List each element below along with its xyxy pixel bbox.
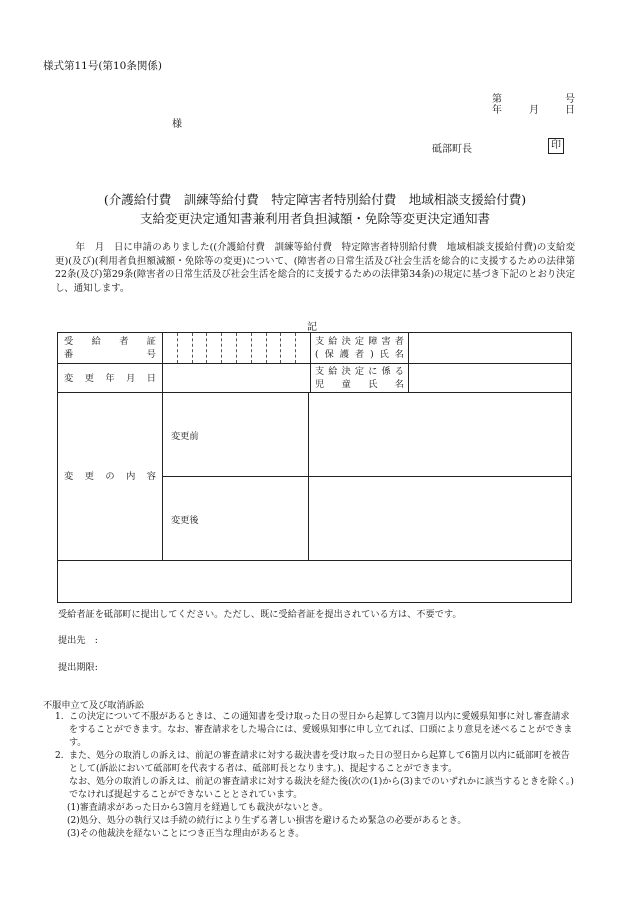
- appeal-item-2-text: また、処分の取消しの訴えは、前記の審査請求に対する裁決書を受け取った日の翌日から起算して6箇月以内に砥部町を被告として(訴訟において砥部町を代表する者は、砥部町長となります。)、提起することができます。: [69, 751, 570, 774]
- deadline-label: 提出期限:: [58, 662, 98, 673]
- recipient-name-label-cell: [311, 333, 409, 364]
- child-name-label-a: 支給決定に係る: [315, 366, 404, 377]
- document-number-label: 第: [492, 94, 502, 105]
- recipient-honorific: 様: [172, 119, 182, 130]
- change-after-field[interactable]: [309, 477, 572, 561]
- child-name-label-b: 児 童 氏 名: [315, 379, 404, 390]
- appeal-item-2-note: なお、処分の取消しの訴えは、前記の審査請求に対する裁決を経た後(次の(1)から(3)までのいずれかに該当するときを除く。)でなければ提起することができないこととされています。: [69, 777, 574, 800]
- change-date-field[interactable]: [163, 364, 311, 393]
- child-name-field[interactable]: [409, 364, 572, 393]
- appeal-sub-item-2: (2)処分、処分の執行又は手続の続行により生ずる著しい損害を避けるため緊急の必要があるとき。: [67, 816, 467, 826]
- remarks-field[interactable]: [58, 561, 572, 603]
- date-year-label: 年: [492, 105, 502, 116]
- appeal-sub-item-1: (1)審査請求があった日から3箇月を経過しても裁決がないとき。: [67, 803, 329, 813]
- child-name-label-cell: [311, 364, 409, 393]
- cert-number-label-a: 受 給 者 証: [64, 336, 156, 347]
- date-day-label: 日: [565, 105, 575, 116]
- issuer-title: 砥部町長: [432, 144, 472, 155]
- recipient-name-field[interactable]: [409, 333, 572, 364]
- submit-to-label: 提出先 :: [58, 635, 98, 646]
- change-date-label: 変 更 年 月 日: [58, 364, 163, 393]
- cert-number-digit-boxes[interactable]: [163, 333, 311, 364]
- document-number-suffix: 号: [565, 94, 575, 105]
- appeal-item-1-text: この決定について不服があるときは、この通知書を受け取った日の翌日から起算して3箇月以内に愛媛県知事に対し審査請求をすることができます。なお、審査請求をした場合には、愛媛県知事に申し立てれば、口頭により意見を述べることができます。: [69, 712, 573, 748]
- change-after-label: 変更後: [163, 477, 309, 561]
- cert-number-label-cell: [58, 333, 163, 364]
- seal-stamp-box: 印: [548, 138, 564, 154]
- recipient-name-label-a: 支給決定障害者: [315, 336, 404, 347]
- change-before-field[interactable]: [309, 393, 572, 477]
- appeal-item-2: [55, 750, 575, 841]
- document-title-line-2: 支給変更決定通知書兼利用者負担減額・免除等変更決定通知書: [139, 211, 490, 226]
- cert-number-label-b: 番 号: [64, 349, 156, 360]
- intro-paragraph: 年 月 日に申請のありました((介護給付費 訓練等給付費 特定障害者特別給付費 地域相談支援給付費)の支給変更)(及び)(利用者負担額減額・免除等の変更)について、(障害者の日常生活及び社会生活を総合的に支援するための法律第22条(及び)第29条(障害者の日常生活及び社会生活を総合的に支援するための法律第34条)の規定に基づき下記のとおり決定し、通知します。: [55, 242, 575, 294]
- appeal-heading: 不服申立て及び取消訴訟: [43, 700, 145, 711]
- change-content-label: 変 更 の 内 容: [58, 393, 163, 561]
- change-before-label: 変更前: [163, 393, 309, 477]
- appeal-item-2-number: 2.: [55, 751, 64, 761]
- submit-certificate-note: 受給者証を砥部町に提出してください。ただし、既に受給者証を提出されている方は、不要です。: [58, 609, 462, 620]
- appeal-sub-item-3: (3)その他裁決を経ないことにつき正当な理由があるとき。: [67, 829, 305, 839]
- date-month-label: 月: [529, 105, 539, 116]
- notification-table: [57, 332, 572, 603]
- ki-label: 記: [307, 322, 317, 333]
- appeal-item-1: [55, 711, 575, 750]
- recipient-name-label-b: (保護者)氏名: [315, 349, 404, 360]
- form-number: 様式第11号(第10条関係): [43, 60, 162, 72]
- document-title-line-1: (介護給付費 訓練等給付費 特定障害者特別給付費 地域相談支援給付費): [103, 192, 527, 207]
- appeal-item-1-number: 1.: [55, 712, 64, 722]
